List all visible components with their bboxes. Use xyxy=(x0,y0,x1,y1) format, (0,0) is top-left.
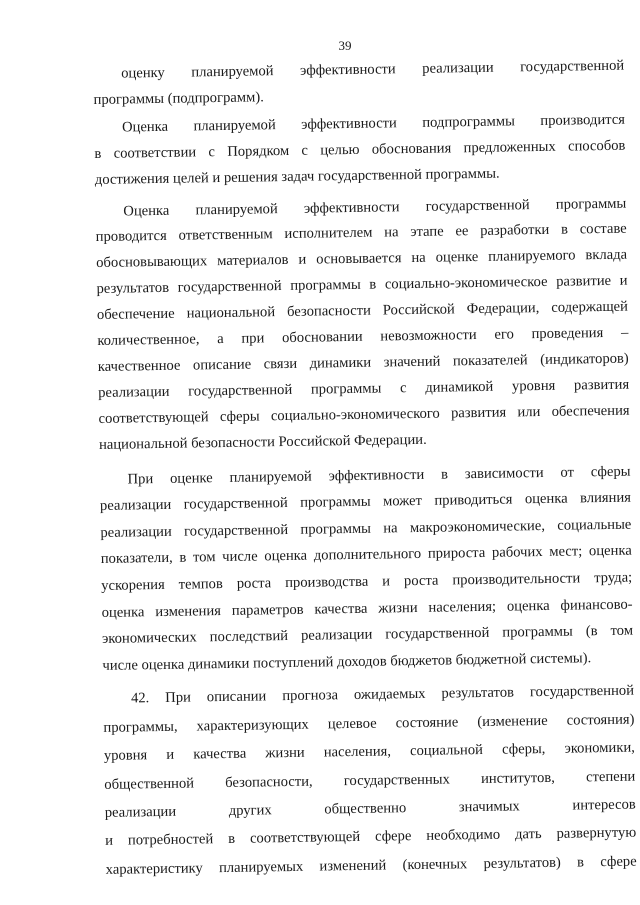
text-line: обосновывающих материалов и основывается на оценке планируемого вклада xyxy=(96,246,628,272)
text-line: экономических последствий реализации государственной программы (в том xyxy=(101,622,634,648)
paragraph-2 xyxy=(94,107,626,193)
text-line: обеспечение национальной безопасности Российской Федерации, содержащей xyxy=(96,298,629,324)
text-line: и потребностей в соответствующей сфере необходимо дать развернутую xyxy=(105,824,637,850)
text-line: национальной безопасности Российской Федерации. xyxy=(98,431,427,453)
text-line: характеристику планируемых изменений (конечных результатов) в сфере xyxy=(105,853,637,878)
text-line: проводится ответственным исполнителем на этапе ее разработки в составе xyxy=(95,221,627,246)
body-text xyxy=(93,54,637,884)
text-line: реализации государственной программы на макроэкономические, социальные xyxy=(100,516,632,541)
text-line: уровня и качества жизни населения, социальной сферы, экономики, xyxy=(103,739,635,765)
text-line: 42. При описании прогноза ожидаемых результатов государственной xyxy=(130,682,635,707)
text-line: Оценка планируемой эффективности подпрограммы производится xyxy=(121,111,626,136)
text-line: реализации государственной программы может приводиться оценка влияния xyxy=(99,489,632,515)
page-number: 39 xyxy=(338,38,352,53)
text-line: показатели, в том числе оценка дополнительного прироста рабочих мест; оценка xyxy=(100,542,632,568)
text-line: общественной безопасности, государственных институтов, степени xyxy=(104,768,636,793)
text-line: результатов государственной программы в социально-экономическое развитие и xyxy=(96,272,628,298)
text-line: реализации других общественно значимых интересов xyxy=(104,796,636,821)
text-line: Оценка планируемой эффективности государственной программы xyxy=(123,195,627,220)
text-line: числе оценка динамики поступлений доходов бюджетов бюджетной системы). xyxy=(102,649,592,674)
text-line: количественное, а при обосновании невозможности его проведения – xyxy=(97,324,629,350)
text-line: программы (подпрограмм). xyxy=(93,89,264,108)
paragraph-5 xyxy=(103,677,637,884)
text-line: программы, характеризующих целевое состояние (изменение состояния) xyxy=(103,711,635,736)
text-line: соответствующей сферы социально-экономического развития или обеспечения xyxy=(98,402,630,427)
text-line: качественное описание связи динамики значений показателей (индикаторов) xyxy=(97,350,629,375)
text-line: реализации государственной программы с динамикой уровня развития xyxy=(98,376,630,401)
text-line: в соответствии с Порядком с целью обоснования предложенных способов xyxy=(94,137,626,162)
text-line: оценку планируемой эффективности реализации государственной xyxy=(121,57,625,82)
text-line: ускорения темпов роста производства и роста производительности труда; xyxy=(101,569,633,594)
paragraph-3 xyxy=(95,191,630,458)
text-line: оценка изменения параметров качества жизни населения; оценка финансово- xyxy=(101,596,633,621)
paragraph-4 xyxy=(99,458,633,679)
text-line: достижения целей и решения задач государственной программы. xyxy=(94,165,500,188)
text-line: При оценке планируемой эффективности в зависимости от сферы xyxy=(127,463,631,488)
paragraph-1 xyxy=(93,54,625,114)
